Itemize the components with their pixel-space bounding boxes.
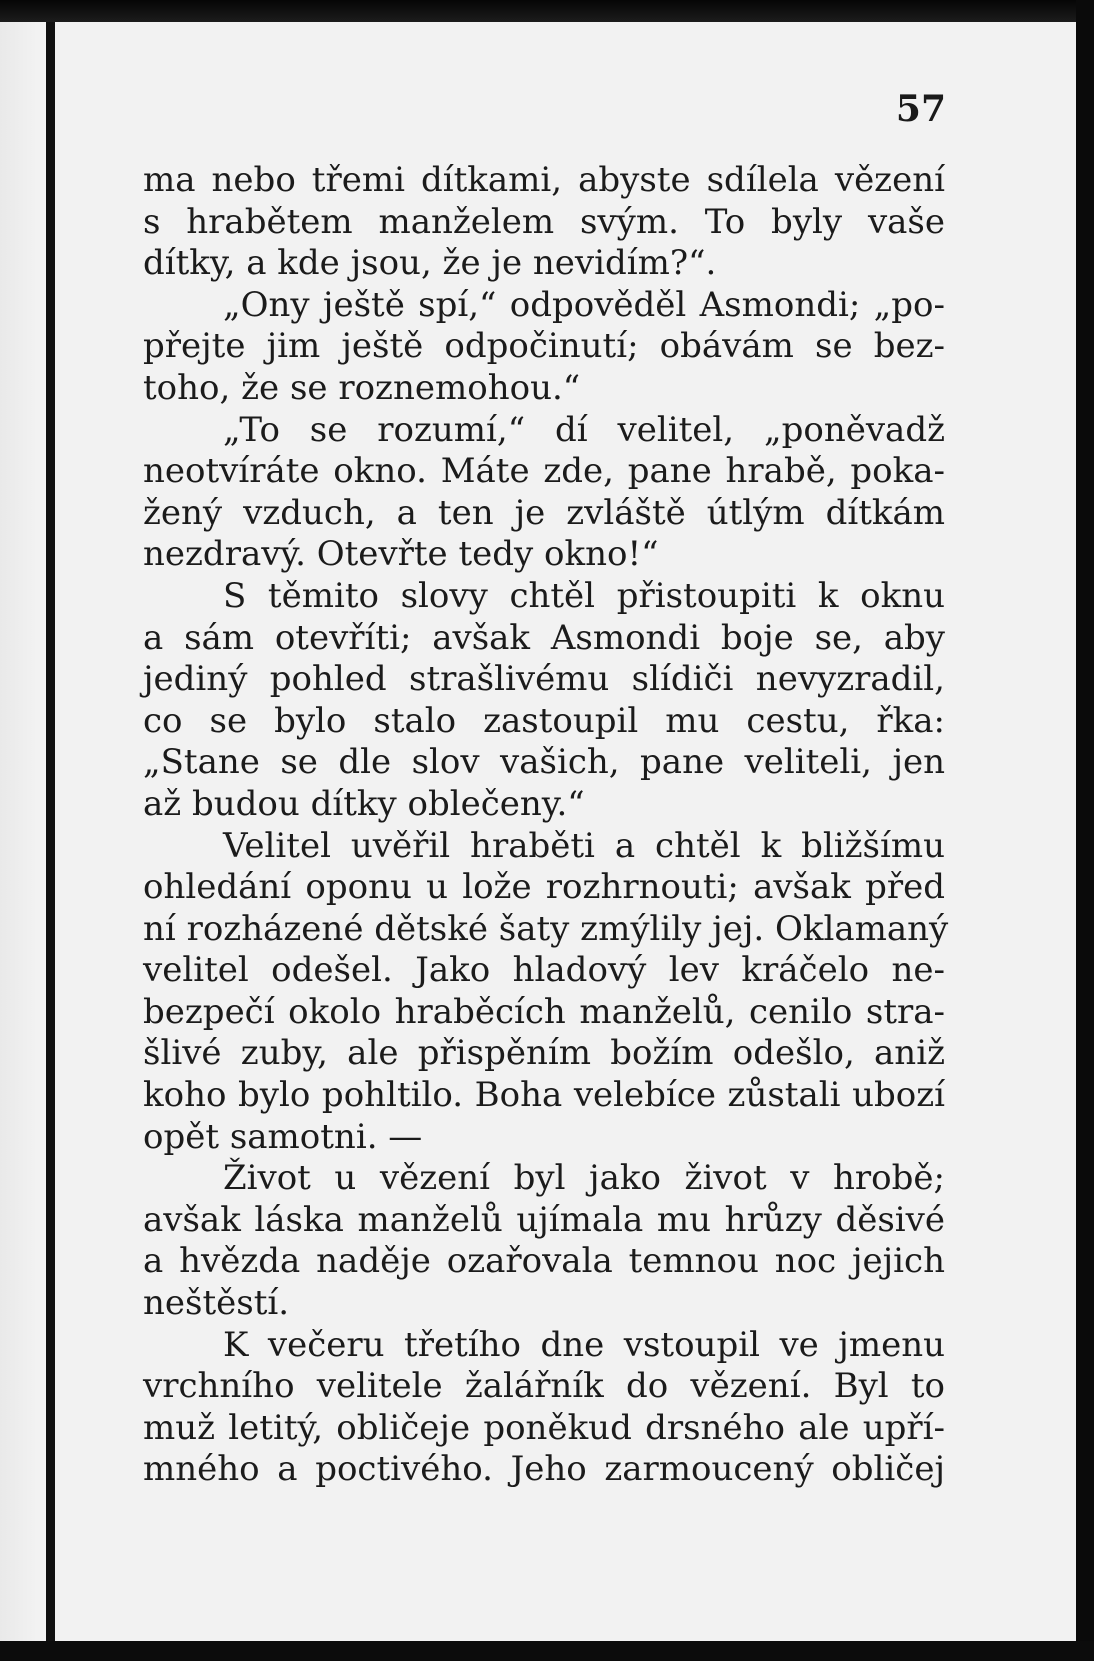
text-line: „Stane se dle slov vašich, pane veliteli, jen xyxy=(143,742,945,783)
text-line: koho bylo pohltilo. Boha velebíce zůstali ubozí xyxy=(143,1075,945,1116)
text-line: jediný pohled strašlivému slídiči nevyzradil, xyxy=(143,659,945,700)
text-line: šlivé zuby, ale přispěním božím odešlo, aniž xyxy=(143,1033,945,1074)
text-line: ma nebo třemi dítkami, abyste sdílela vězení xyxy=(143,160,945,200)
scan-right-border xyxy=(1076,0,1094,1661)
text-line: avšak láska manželů ujímala mu hrůzy děsivé xyxy=(143,1199,945,1240)
binding-edge-line xyxy=(46,0,55,1661)
text-line: nezdravý. Otevřte tedy okno!“ xyxy=(143,534,659,575)
text-line: až budou dítky oblečeny.“ xyxy=(143,783,585,824)
text-line: toho, že se roznemohou.“ xyxy=(143,367,581,408)
text-line: bezpečí okolo hraběcích manželů, cenilo stra- xyxy=(143,991,945,1032)
text-line: žený vzduch, a ten je zvláště útlým dítkám xyxy=(143,492,945,533)
text-line: „To se rozumí,“ dí velitel, „poněvadž xyxy=(223,409,945,450)
text-line: velitel odešel. Jako hladový lev kráčelo ne- xyxy=(143,950,945,991)
text-line: ní rozházené dětské šaty zmýlily jej. Oklamaný xyxy=(143,908,949,949)
text-line: co se bylo stalo zastoupil mu cestu, řka: xyxy=(143,700,945,741)
text-line: dítky, a kde jsou, že je nevidím?“. xyxy=(143,243,717,284)
text-line: opět samotni. — xyxy=(143,1116,423,1157)
text-line: s hrabětem manželem svým. To byly vaše xyxy=(143,201,945,242)
text-line: přejte jim ještě odpočinutí; obávám se bez- xyxy=(143,326,945,367)
text-line: vrchního velitele žalářník do vězení. Byl to xyxy=(143,1366,945,1407)
text-line: a hvězda naděje ozařovala temnou noc jejich xyxy=(143,1241,945,1282)
body-text xyxy=(143,160,949,1491)
text-line: ohledání oponu u lože rozhrnouti; avšak před xyxy=(143,867,945,908)
text-line: Život u vězení byl jako život v hrobě; xyxy=(223,1158,945,1199)
scan-top-border xyxy=(0,0,1094,22)
scan-bottom-border xyxy=(0,1641,1094,1661)
text-line: mného a poctivého. Jeho zarmoucený obličej xyxy=(143,1449,945,1490)
text-line: muž letitý, obličeje poněkud drsného ale upří- xyxy=(143,1407,945,1448)
text-line: „Ony ještě spí,“ odpověděl Asmondi; „po- xyxy=(223,284,945,325)
text-line: neštěstí. xyxy=(143,1283,290,1324)
text-line: a sám otevříti; avšak Asmondi boje se, aby xyxy=(143,617,945,658)
text-line: S těmito slovy chtěl přistoupiti k oknu xyxy=(223,575,945,616)
text-line: neotvíráte okno. Máte zde, pane hrabě, poka- xyxy=(143,451,945,492)
page-gutter xyxy=(0,0,46,1661)
page-number: 57 xyxy=(895,88,946,130)
text-line: K večeru třetího dne vstoupil ve jmenu xyxy=(223,1324,945,1365)
text-line: Velitel uvěřil hraběti a chtěl k bližšímu xyxy=(223,825,945,866)
